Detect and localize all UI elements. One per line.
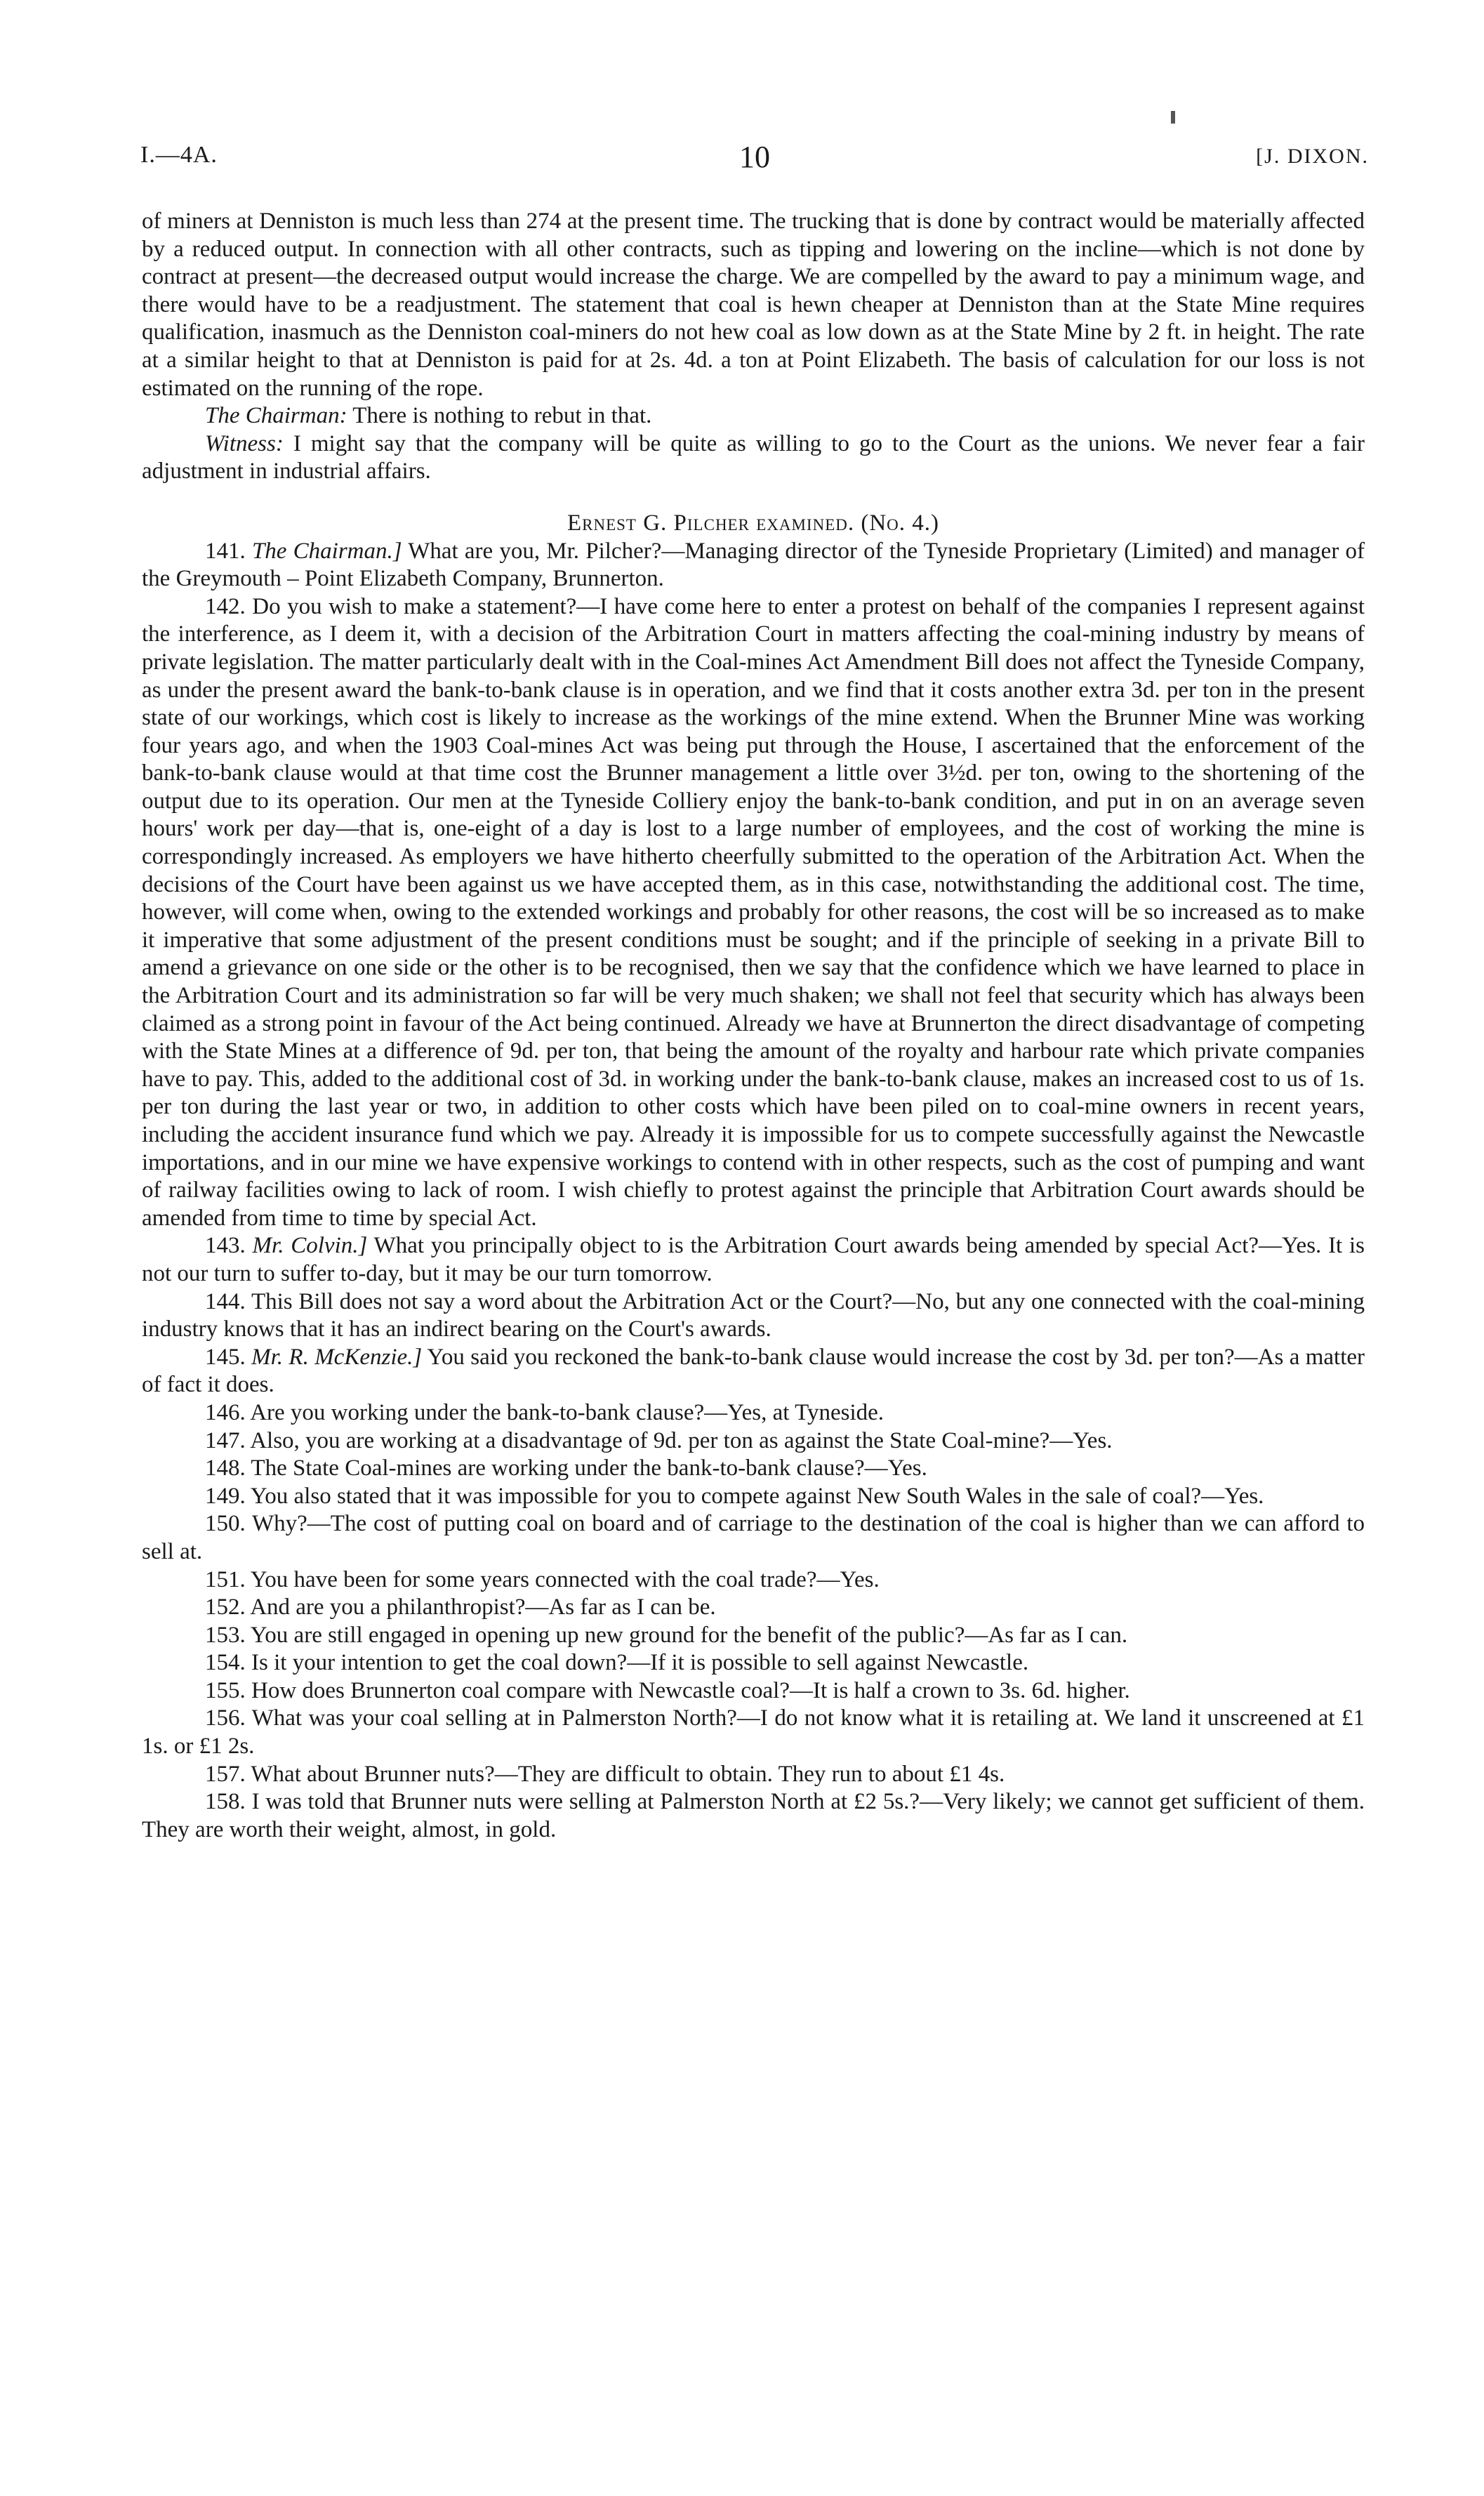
question-text: This Bill does not say a word about the Arbitration Act or the Court?—No, but any one connected with the coal-mining industry knows that it has an indirect bearing on the Court's awards. xyxy=(142,1288,1365,1342)
remark-text: I might say that the company will be quite as willing to go to the Court as the unions. We never fear a fair adjustment in industrial affairs. xyxy=(142,430,1365,484)
question-text: You also stated that it was impossible for you to compete against New South Wales in the sale of coal?—Yes. xyxy=(250,1483,1264,1509)
question-entry xyxy=(142,1510,1365,1566)
question-number: 143. xyxy=(205,1233,246,1259)
chairman-remark xyxy=(142,402,1365,430)
page-body xyxy=(142,208,1365,1844)
question-number: 153. xyxy=(205,1622,246,1648)
speaker-label: Witness: xyxy=(205,430,284,456)
question-text: Why?—The cost of putting coal on board and of carriage to the destination of the coal is higher than we can afford to sell at. xyxy=(142,1511,1365,1564)
question-entry xyxy=(142,1427,1365,1455)
question-entry xyxy=(142,1455,1365,1483)
witness-remark xyxy=(142,430,1365,486)
question-entry xyxy=(142,1399,1365,1427)
question-entry xyxy=(142,1566,1365,1594)
speaker-label: The Chairman: xyxy=(205,403,347,429)
print-mark xyxy=(1171,111,1175,124)
question-text: What about Brunner nuts?—They are difficult to obtain. They run to about £1 4s. xyxy=(251,1761,1005,1787)
question-entry xyxy=(142,1483,1365,1511)
question-number: 151. xyxy=(205,1566,246,1592)
questioner-label: Mr. Colvin.] xyxy=(252,1233,368,1259)
question-entry xyxy=(142,1344,1365,1399)
question-number: 157. xyxy=(205,1761,246,1787)
question-entry xyxy=(142,593,1365,1233)
question-text: Also, you are working at a disadvantage of 9d. per ton as against the State Coal-mine?—Yes. xyxy=(250,1427,1113,1453)
page-number: 10 xyxy=(739,140,770,174)
remark-text: There is nothing to rebut in that. xyxy=(352,403,652,429)
document-reference: I.—4A. xyxy=(140,142,218,168)
question-text: I was told that Brunner nuts were selling at Palmerston North at £2 5s.?—Very likely; we cannot get sufficient of them. They are worth their weight, almost, in gold. xyxy=(142,1789,1365,1842)
questioner-label: The Chairman.] xyxy=(251,538,402,564)
question-entry xyxy=(142,538,1365,593)
question-text: You are still engaged in opening up new ground for the benefit of the public?—As far as I can. xyxy=(250,1622,1128,1648)
question-text: You have been for some years connected with the coal trade?—Yes. xyxy=(250,1566,880,1592)
question-entry xyxy=(142,1622,1365,1650)
question-text: What was your coal selling at in Palmerston North?—I do not know what it is retailing at. We land it unscreened at £1 1s. or £1 2s. xyxy=(142,1705,1365,1759)
question-entry xyxy=(142,1649,1365,1677)
question-text: What you principally object to is the Arbitration Court awards being amended by special Act?—Yes. It is not our turn to suffer to-day, but it may be our turn tomorrow. xyxy=(142,1233,1365,1286)
question-text: How does Brunnerton coal compare with Newcastle coal?—It is half a crown to 3s. 6d. higher. xyxy=(251,1677,1130,1703)
question-number: 155. xyxy=(205,1677,246,1703)
question-number: 148. xyxy=(205,1455,246,1481)
question-number: 154. xyxy=(205,1650,246,1676)
question-entry xyxy=(142,1288,1365,1344)
question-number: 141. xyxy=(205,538,246,564)
question-entry xyxy=(142,1232,1365,1288)
question-number: 152. xyxy=(205,1594,246,1620)
witness-running-head: [J. DIXON. xyxy=(1256,145,1369,168)
question-entry xyxy=(142,1705,1365,1760)
question-number: 150. xyxy=(205,1511,246,1537)
question-text: And are you a philanthropist?—As far as I can be. xyxy=(250,1594,716,1620)
question-number: 142. xyxy=(205,593,246,619)
question-number: 158. xyxy=(205,1789,246,1815)
question-number: 144. xyxy=(205,1288,246,1314)
question-entry xyxy=(142,1677,1365,1705)
question-text: Is it your intention to get the coal down?—If it is possible to sell against Newcastle. xyxy=(251,1650,1029,1676)
question-text: What are you, Mr. Pilcher?—Managing director of the Tyneside Proprietary (Limited) and manager of the Greymouth – Point Elizabeth Company, Brunnerton. xyxy=(142,538,1365,592)
question-text: Are you working under the bank-to-bank clause?—Yes, at Tyneside. xyxy=(250,1399,885,1425)
question-entry xyxy=(142,1761,1365,1789)
question-entry xyxy=(142,1788,1365,1844)
question-number: 149. xyxy=(205,1483,246,1509)
question-text: The State Coal-mines are working under the bank-to-bank clause?—Yes. xyxy=(251,1455,927,1481)
question-entry xyxy=(142,1594,1365,1622)
section-heading: Ernest G. Pilcher examined. (No. 4.) xyxy=(567,510,940,536)
question-number: 145. xyxy=(205,1344,246,1370)
question-number: 146. xyxy=(205,1399,246,1425)
page-header xyxy=(140,139,1369,181)
questions-list xyxy=(142,538,1365,1844)
questioner-label: Mr. R. McKenzie.] xyxy=(251,1344,423,1370)
question-number: 147. xyxy=(205,1427,246,1453)
question-text: You said you reckoned the bank-to-bank clause would increase the cost by 3d. per ton?—As a matter of fact it does. xyxy=(142,1344,1365,1398)
question-text: Do you wish to make a statement?—I have come here to enter a protest on behalf of the companies I represent against the interference, as I deem it, with a decision of the Arbitration Court in matters affecting the coal-mining industry by means of private legislation. The matter particularly dealt with in the Coal-mines Act Amendment Bill does not affect the Tyneside Company, as under the present award the bank-to-bank clause is in operation, and we find that it costs another extra 3d. per ton in the present state of our workings, which cost is likely to increase as the workings of the mine extend. When the Brunner Mine was working four years ago, and when the 1903 Coal-mines Act was being put through the House, I ascertained that the enforcement of the bank-to-bank clause would at that time cost the Brunner management a little over 3½d. per ton, owing to the shortening of the output due to its operation. Our men at the Tyneside Colliery enjoy the bank-to-bank condition, and put in on an average seven hours' work per day—that is, one-eight of a day is lost to a large number of employees, and the cost of working the mine is correspondingly increased. As employers we have hitherto cheerfully submitted to the operation of the Arbitration Act. When the decisions of the Court have been against us we have accepted them, as in this case, notwithstanding the additional cost. The time, however, will come when, owing to the extended workings and probably for other reasons, the cost will be so increased as to make it imperative that some adjustment of the present conditions must be sought; and if the principle of seeking in a private Bill to amend a grievance on one side or the other is to be recognised, then we say that the confidence which we have learned to place in the Arbitration Court and its administration so far will be very much shaken; we shall not feel that security which has always been claimed as a strong point in favour of the Act being continued. Already we have at Brunnerton the direct disadvantage of competing with the State Mines at a difference of 9d. per ton, that being the amount of the royalty and harbour rate which private companies have to pay. This, added to the additional cost of 3d. in working under the bank-to-bank clause, makes an increased cost to us of 1s. per ton during the last year or two, in addition to other costs which have been piled on to coal-mine owners in recent years, including the accident insurance fund which we pay. Already it is impossible for us to compete successfully against the Newcastle importations, and in our mine we have expensive workings to contend with in other respects, such as the cost of pumping and want of railway facilities owing to lack of room. I wish chiefly to protest against the principle that Arbitration Court awards should be amended from time to time by special Act. xyxy=(142,593,1365,1231)
continuation-paragraph: of miners at Denniston is much less than 274 at the present time. The trucking that is done by contract would be materially affected by a reduced output. In connection with all other contracts, such as tipping and lowering on the incline—which is not done by contract at present—the decreased output would increase the charge. We are compelled by the award to pay a minimum wage, and there would have to be a readjustment. The statement that coal is hewn cheaper at Denniston than at the State Mine requires qualification, inasmuch as the Denniston coal-miners do not hew coal as low down as at the State Mine by 2 ft. in height. The rate at a similar height to that at Denniston is paid for at 2s. 4d. a ton at Point Elizabeth. The basis of calculation for our loss is not estimated on the running of the rope. xyxy=(142,209,1365,401)
section-spacer xyxy=(142,486,1365,510)
question-number: 156. xyxy=(205,1705,246,1731)
